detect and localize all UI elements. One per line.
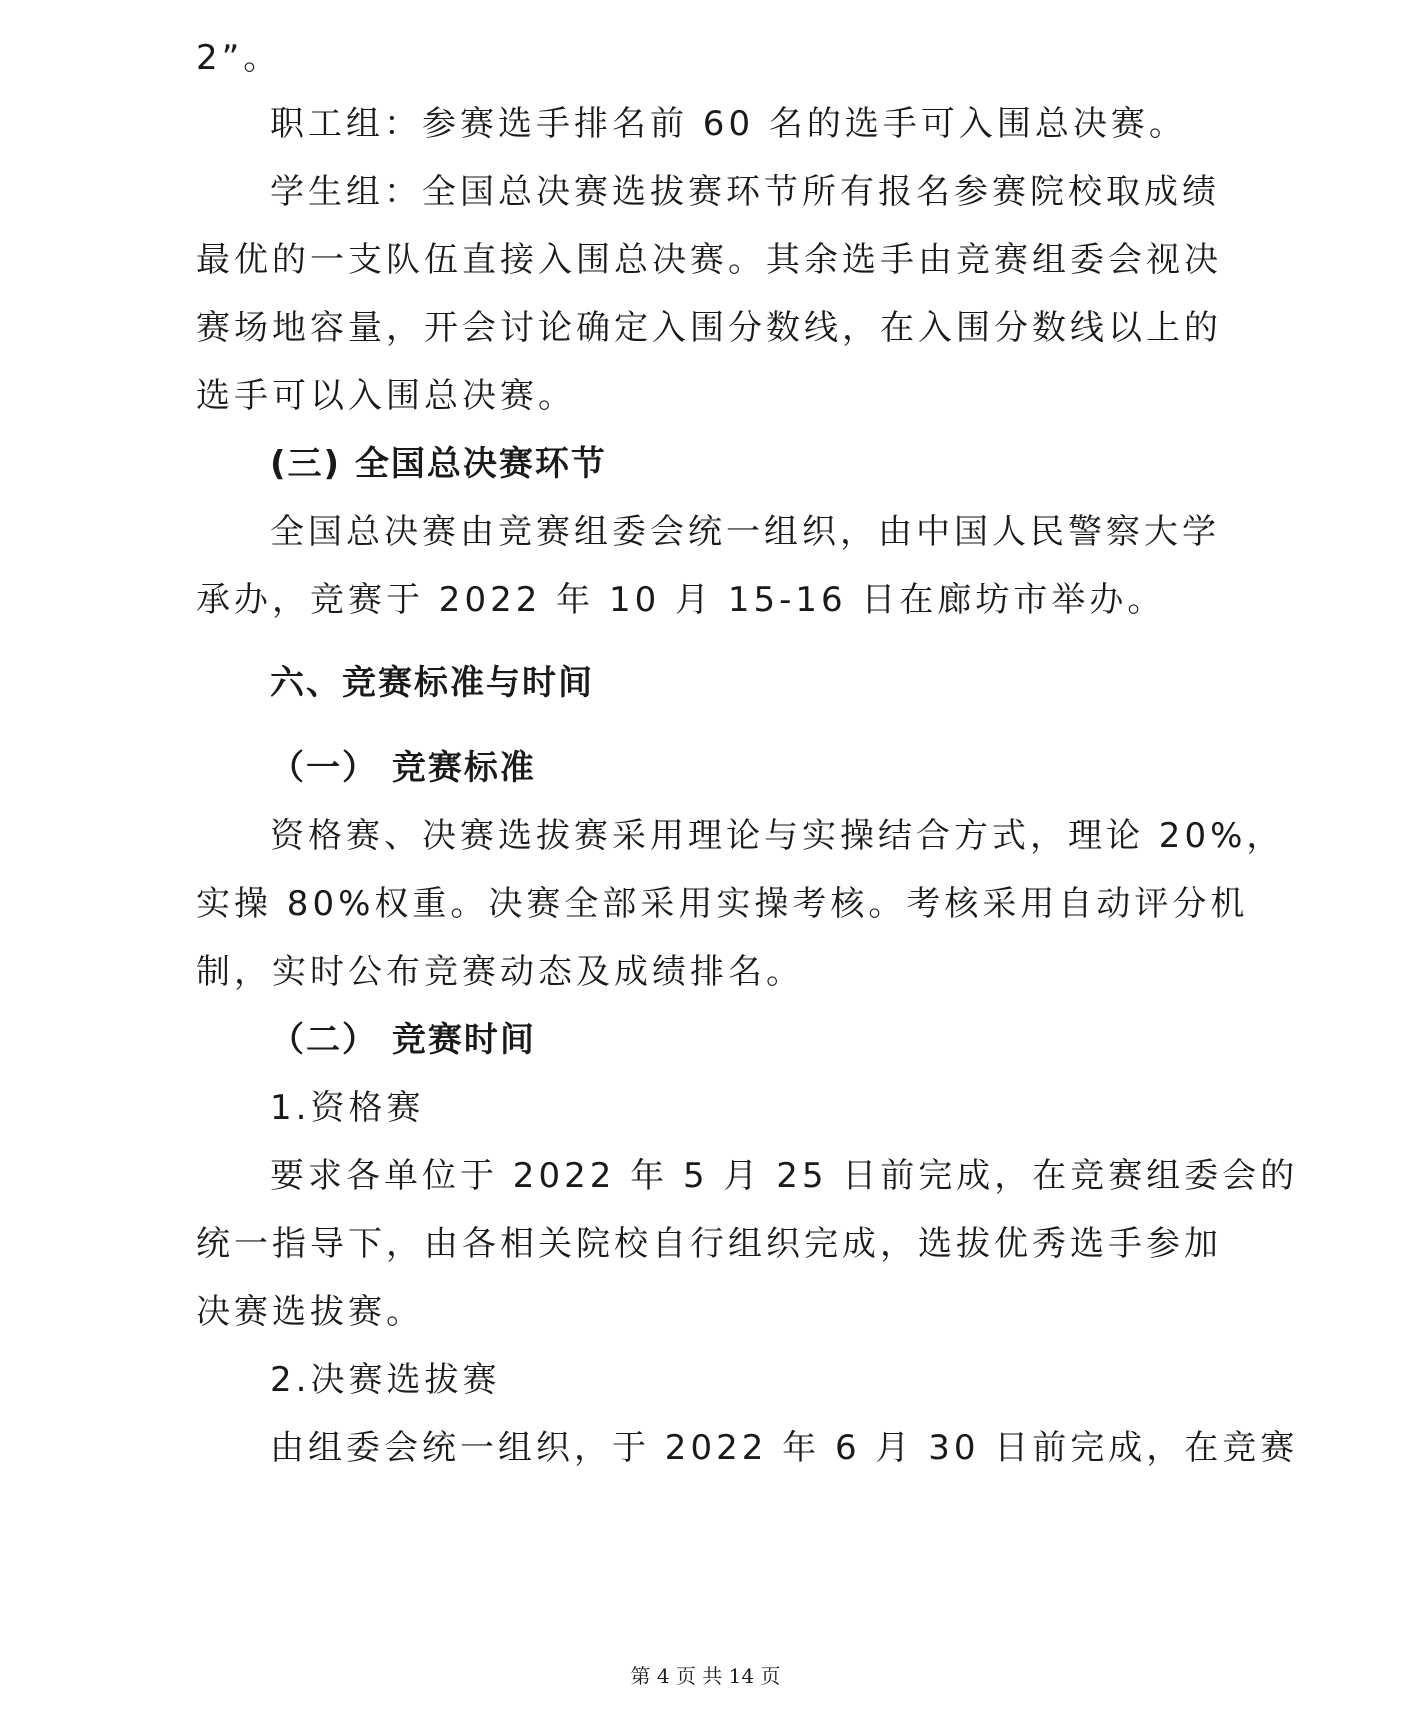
list-heading: 2.决赛选拔赛 [270,1360,501,1400]
paragraph-line: 要求各单位于 2022 年 5 月 25 日前完成，在竞赛组委会的 [270,1156,1299,1196]
paragraph-line: 承办，竞赛于 2022 年 10 月 15-16 日在廊坊市举办。 [196,580,1166,620]
paragraph-line: 2”。 [196,38,282,78]
subsection-heading: （一） 竞赛标准 [270,748,536,788]
paragraph-line: 选手可以入围总决赛。 [196,376,576,416]
subsection-heading: （二） 竞赛时间 [270,1020,536,1060]
subsection-heading: (三) 全国总决赛环节 [270,444,607,484]
paragraph-line: 由组委会统一组织，于 2022 年 6 月 30 日前完成，在竞赛 [270,1428,1299,1468]
paragraph-line: 赛场地容量，开会讨论确定入围分数线，在入围分数线以上的 [196,308,1222,348]
paragraph-line: 职工组：参赛选手排名前 60 名的选手可入围总决赛。 [270,104,1187,144]
paragraph-line: 最优的一支队伍直接入围总决赛。其余选手由竞赛组委会视决 [196,240,1222,280]
paragraph-line: 学生组：全国总决赛选拔赛环节所有报名参赛院校取成绩 [270,172,1220,212]
paragraph-line: 实操 80%权重。决赛全部采用实操考核。考核采用自动评分机 [196,884,1249,924]
paragraph-line: 制，实时公布竞赛动态及成绩排名。 [196,952,804,992]
paragraph-line: 统一指导下，由各相关院校自行组织完成，选拔优秀选手参加 [196,1224,1222,1264]
paragraph-line: 决赛选拔赛。 [196,1292,424,1332]
section-heading: 六、竞赛标准与时间 [270,663,594,703]
list-heading: 1.资格赛 [270,1088,425,1128]
paragraph-line: 资格赛、决赛选拔赛采用理论与实操结合方式，理论 20%， [270,816,1285,856]
paragraph-line: 全国总决赛由竞赛组委会统一组织，由中国人民警察大学 [270,512,1220,552]
page-footer: 第 4 页 共 14 页 [630,1664,781,1688]
